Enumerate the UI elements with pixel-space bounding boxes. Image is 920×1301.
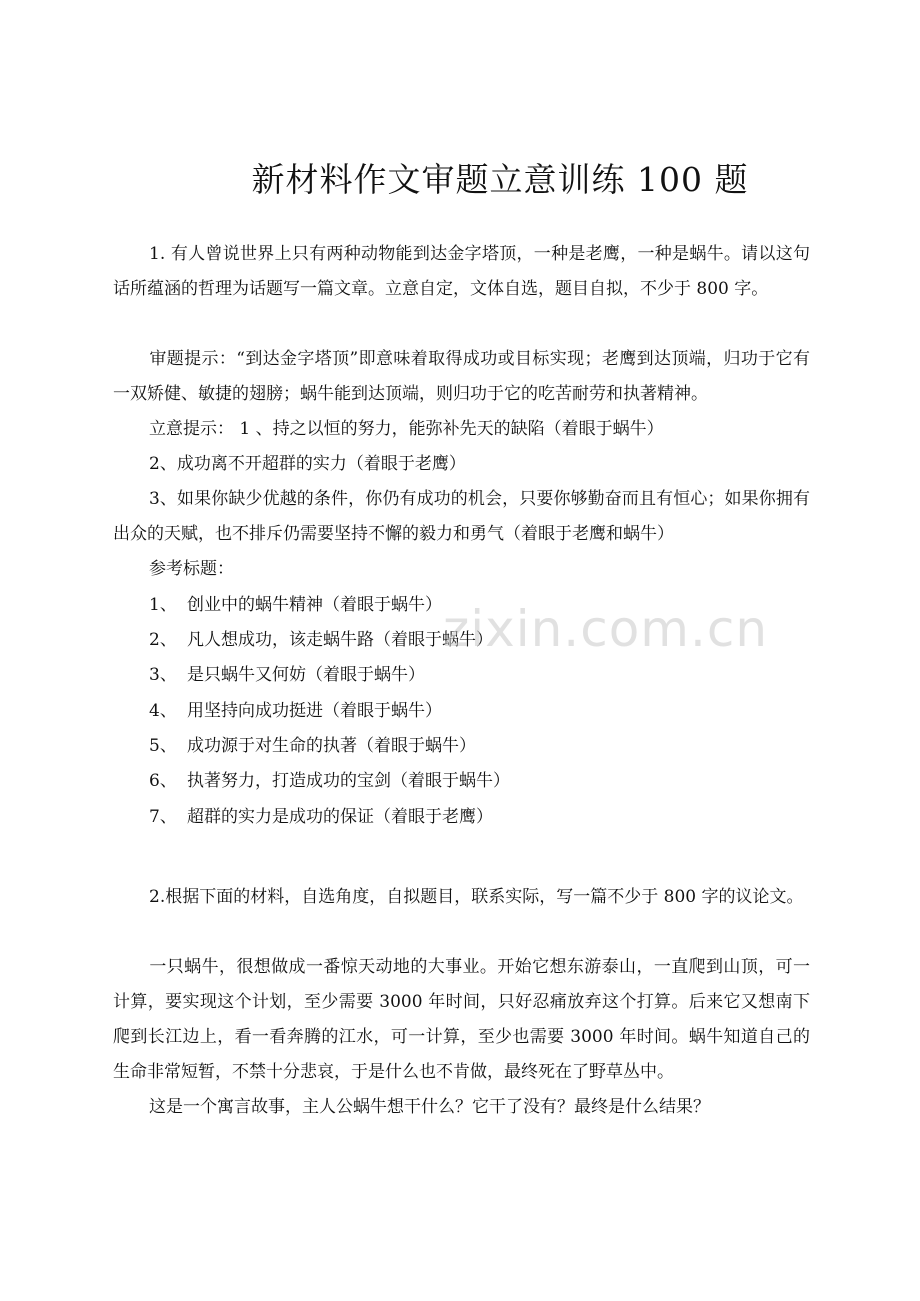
q2-material-text: 一只蜗牛，很想做成一番惊天动地的大事业。开始它想东游泰山，一直爬到山顶，可一计算，要实现这个计划，至少需要 3000 年时间，只好忍痛放弃这个打算。后来它又想南下爬到长江边上，看一看奔腾的江水，可一计算，至少也需要 3000 年时间。蜗牛知道自己的生命非常短暂，不禁十分悲哀，于是什么也不肯做，最终死在了野草丛中。: [113, 957, 810, 1082]
q1-prompt: [113, 237, 810, 307]
list-item: [149, 729, 476, 764]
list-item-number: 7、: [149, 807, 177, 827]
list-item-text: 创业中的蜗牛精神（着眼于蜗牛）: [187, 595, 442, 615]
q2-question: 这是一个寓言故事，主人公蜗牛想干什么？它干了没有？最终是什么结果？: [149, 1097, 710, 1117]
list-item-text: 用坚持向成功挺进（着眼于蜗牛）: [187, 701, 442, 721]
list-item-number: 4、: [149, 701, 177, 721]
list-item-number: 2、: [149, 630, 177, 650]
list-item-text: 是只蜗牛又何妨（着眼于蜗牛）: [187, 665, 425, 685]
q1-hint: [113, 342, 810, 412]
page-title: 新材料作文审题立意训练 100 题: [251, 160, 749, 199]
list-item-text: 成功源于对生命的执著（着眼于蜗牛）: [187, 736, 476, 756]
list-item: [149, 623, 493, 658]
list-item-text: 超群的实力是成功的保证（着眼于老鹰）: [187, 807, 493, 827]
list-item: [149, 588, 442, 623]
q1-idea-2: 2、成功离不开超群的实力（着眼于老鹰）: [149, 454, 466, 474]
q2-prompt-text: 2.根据下面的材料，自选角度，自拟题目，联系实际，写一篇不少于 800 字的议论文。: [149, 887, 804, 907]
list-item-number: 3、: [149, 665, 177, 685]
list-item-text: 执著努力，打造成功的宝剑（着眼于蜗牛）: [187, 771, 510, 791]
list-item: [149, 800, 493, 835]
list-item-text: 凡人想成功，该走蜗牛路（着眼于蜗牛）: [187, 630, 493, 650]
list-item: [149, 764, 510, 799]
q2-prompt: [113, 880, 810, 915]
list-item-number: 6、: [149, 771, 177, 791]
q2-material: [113, 950, 810, 1090]
q1-ref-label: 参考标题：: [149, 559, 234, 579]
q1-prompt-text: 1. 有人曾说世界上只有两种动物能到达金字塔顶，一种是老鹰，一种是蜗牛。请以这句话所蕴涵的哲理为话题写一篇文章。立意自定，文体自选，题目自拟，不少于 800 字。: [113, 244, 810, 299]
list-item: [149, 694, 442, 729]
q1-idea-3-text: 3、如果你缺少优越的条件，你仍有成功的机会，只要你够勤奋而且有恒心；如果你拥有出众的天赋，也不排斥仍需要坚持不懈的毅力和勇气（着眼于老鹰和蜗牛）: [113, 489, 810, 544]
q1-hint-text: 审题提示：“到达金字塔顶”即意味着取得成功或目标实现；老鹰到达顶端，归功于它有一双矫健、敏捷的翅膀；蜗牛能到达顶端，则归功于它的吃苦耐劳和执著精神。: [113, 349, 810, 404]
list-item-number: 5、: [149, 736, 177, 756]
list-item: [149, 658, 425, 693]
list-item-number: 1、: [149, 595, 177, 615]
watermark: zixin.com.cn: [443, 600, 769, 658]
q1-idea-1: 立意提示： 1 、持之以恒的努力，能弥补先天的缺陷（着眼于蜗牛）: [149, 419, 664, 439]
q1-idea-3: [113, 482, 810, 552]
